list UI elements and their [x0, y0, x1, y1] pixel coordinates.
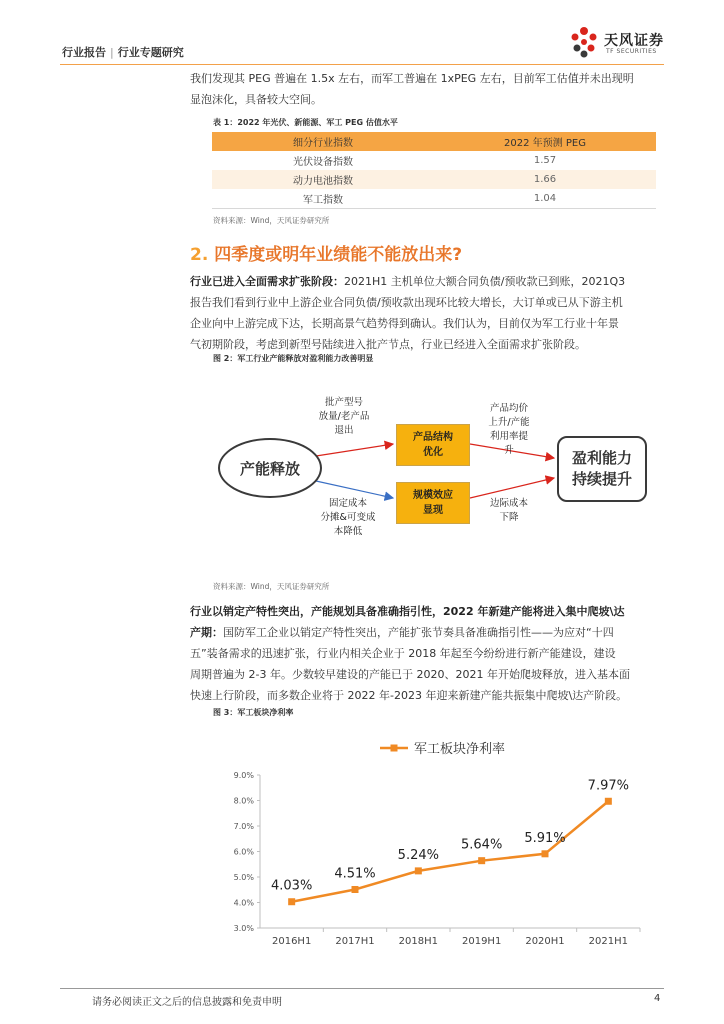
table-row	[212, 151, 656, 170]
data-point	[288, 898, 295, 905]
logo-chinese-name: 天风证券	[604, 33, 664, 49]
paragraph-line: 周期普遍为 2-3 年。少数较早建设的产能已于 2020、2021 年开始爬坡释放，进入基本面	[190, 668, 630, 681]
y-tick-label: 3.0%	[233, 924, 254, 933]
y-tick-label: 6.0%	[233, 847, 254, 857]
arrow-bottom-left	[316, 481, 393, 498]
table-caption: 表 1：2022 年光伏、新能源、军工 PEG 估值水平	[213, 118, 398, 127]
y-tick-label: 4.0%	[233, 898, 254, 908]
profitability-node: 盈利能力 持续提升	[557, 436, 647, 502]
data-point	[352, 886, 359, 893]
paragraph-lead: 行业以销定产特性突出，产能规划具备准确指引性，2022 年新建产能将进入集中爬坡\达	[190, 605, 625, 618]
paragraph-line: 国防军工企业以销定产特性突出，产能扩张节奏具备准确指引性——为应对“十四	[223, 626, 614, 639]
paragraph-line: 企业向中上游完成下达，长期高景气趋势得到确认。我们认为，目前仅为军工行业十年景	[190, 317, 619, 330]
net-margin-line-chart	[200, 735, 660, 955]
table-cell-value: 1.04	[434, 189, 656, 209]
scale-effect-box: 规模效应 显现	[396, 482, 470, 524]
x-tick-label: 2017H1	[335, 936, 375, 947]
company-logo	[566, 26, 666, 60]
arrow-top-left	[316, 444, 393, 456]
table-row	[212, 189, 656, 209]
section-number: 2.	[190, 245, 209, 265]
label-top-right: 产品均价 上升/产能 利用率提 升	[488, 403, 530, 456]
table-row	[212, 170, 656, 189]
label-bottom-left: 固定成本 分摊&可变成 本降低	[320, 498, 376, 537]
data-label: 4.03%	[271, 878, 313, 894]
paragraph-lead: 行业已进入全面需求扩张阶段：	[190, 275, 344, 288]
data-point	[605, 798, 612, 805]
data-label: 7.97%	[587, 778, 629, 794]
intro-paragraph	[190, 68, 666, 110]
report-subcategory: 行业专题研究	[117, 46, 184, 59]
demand-paragraph	[190, 271, 666, 355]
x-tick-label: 2016H1	[271, 936, 312, 947]
paragraph-line: 五”装备需求的迅速扩张，行业内相关企业于 2018 年起至今纷纷进行新产能建设，建设	[190, 647, 616, 660]
footer-divider	[60, 988, 664, 989]
figure-source: 资料来源：Wind，天风证券研究所	[213, 582, 330, 591]
paragraph-line: 气初期阶段，考虑到新型号陆续进入批产节点，行业已经进入全面需求扩张阶段。	[190, 338, 586, 351]
data-label: 5.24%	[397, 847, 439, 863]
table-cell-name: 动力电池指数	[212, 170, 434, 189]
legend-marker	[391, 745, 398, 752]
figure-caption: 图 3：军工板块净利率	[213, 708, 294, 717]
peg-table	[212, 132, 656, 209]
arrow-bottom-right	[470, 478, 554, 498]
label-bottom-right: 边际成本 下降	[489, 498, 528, 523]
report-category: 行业报告	[62, 46, 106, 59]
paragraph-lead: 产期：	[190, 626, 223, 639]
paragraph-line: 快速上行阶段，而多数企业将于 2022 年-2023 年迎来新建产能共振集中爬坡\达产阶段。	[190, 689, 628, 702]
table-cell-value: 1.57	[533, 155, 557, 166]
logo-english-name: TF SECURITIES	[606, 48, 657, 55]
table-header-cell: 细分行业指数	[212, 132, 434, 151]
data-point	[542, 850, 549, 857]
data-label: 5.64%	[461, 837, 503, 853]
x-tick-label: 2020H1	[525, 936, 565, 947]
x-tick-label: 2021H1	[588, 936, 629, 947]
data-label: 4.51%	[334, 866, 376, 882]
capacity-paragraph	[190, 601, 666, 706]
capacity-release-node: 产能释放	[218, 438, 322, 498]
capacity-diagram	[212, 386, 662, 566]
legend-label: 军工板块净利率	[414, 742, 506, 757]
figure-caption: 图 2：军工行业产能释放对盈利能力改善明显	[213, 354, 374, 363]
table-header-row	[212, 132, 656, 151]
table-source: 资料来源：Wind，天风证券研究所	[213, 216, 330, 225]
flower-logo-icon	[566, 26, 602, 60]
section-title: 四季度或明年业绩能不能放出来?	[214, 245, 463, 265]
y-tick-label: 8.0%	[233, 796, 254, 806]
y-tick-label: 5.0%	[233, 873, 254, 882]
page-number: 4	[654, 993, 661, 1004]
table-header-cell: 2022 年预测 PEG	[434, 132, 656, 151]
product-structure-box: 产品结构 优化	[396, 424, 470, 466]
footer-disclaimer: 请务必阅读正文之后的信息披露和免责申明	[92, 997, 282, 1008]
x-tick-label: 2019H1	[461, 936, 502, 947]
y-tick-label: 9.0%	[233, 771, 254, 780]
y-tick-label: 7.0%	[233, 822, 254, 831]
data-point	[478, 857, 485, 864]
paragraph-line: 2021H1 主机单位大额合同负债/预收款已到账，2021Q3	[344, 275, 626, 288]
section-heading	[190, 240, 462, 265]
x-tick-label: 2018H1	[398, 936, 439, 947]
table-cell-name: 军工指数	[212, 189, 434, 209]
table-cell-value: 1.66	[434, 170, 656, 189]
header-divider	[60, 64, 664, 65]
data-point	[415, 867, 422, 874]
intro-line: 我们发现其 PEG 普遍在 1.5x 左右，而军工普遍在 1xPEG 左右，目前军工估值并未出现明	[190, 72, 634, 85]
report-header	[62, 44, 184, 60]
table-cell-name: 光伏设备指数	[293, 157, 353, 168]
header-separator: |	[110, 46, 114, 59]
paragraph-line: 报告我们看到行业中上游企业合同负债/预收款出现环比较大增长，大订单或已从下游主机	[190, 296, 623, 309]
intro-line: 显泡沫化，具备较大空间。	[190, 93, 322, 106]
data-label: 5.91%	[524, 830, 566, 846]
label-top-left: 批产型号 放量/老产品 退出	[318, 397, 370, 436]
series-line	[292, 801, 609, 901]
